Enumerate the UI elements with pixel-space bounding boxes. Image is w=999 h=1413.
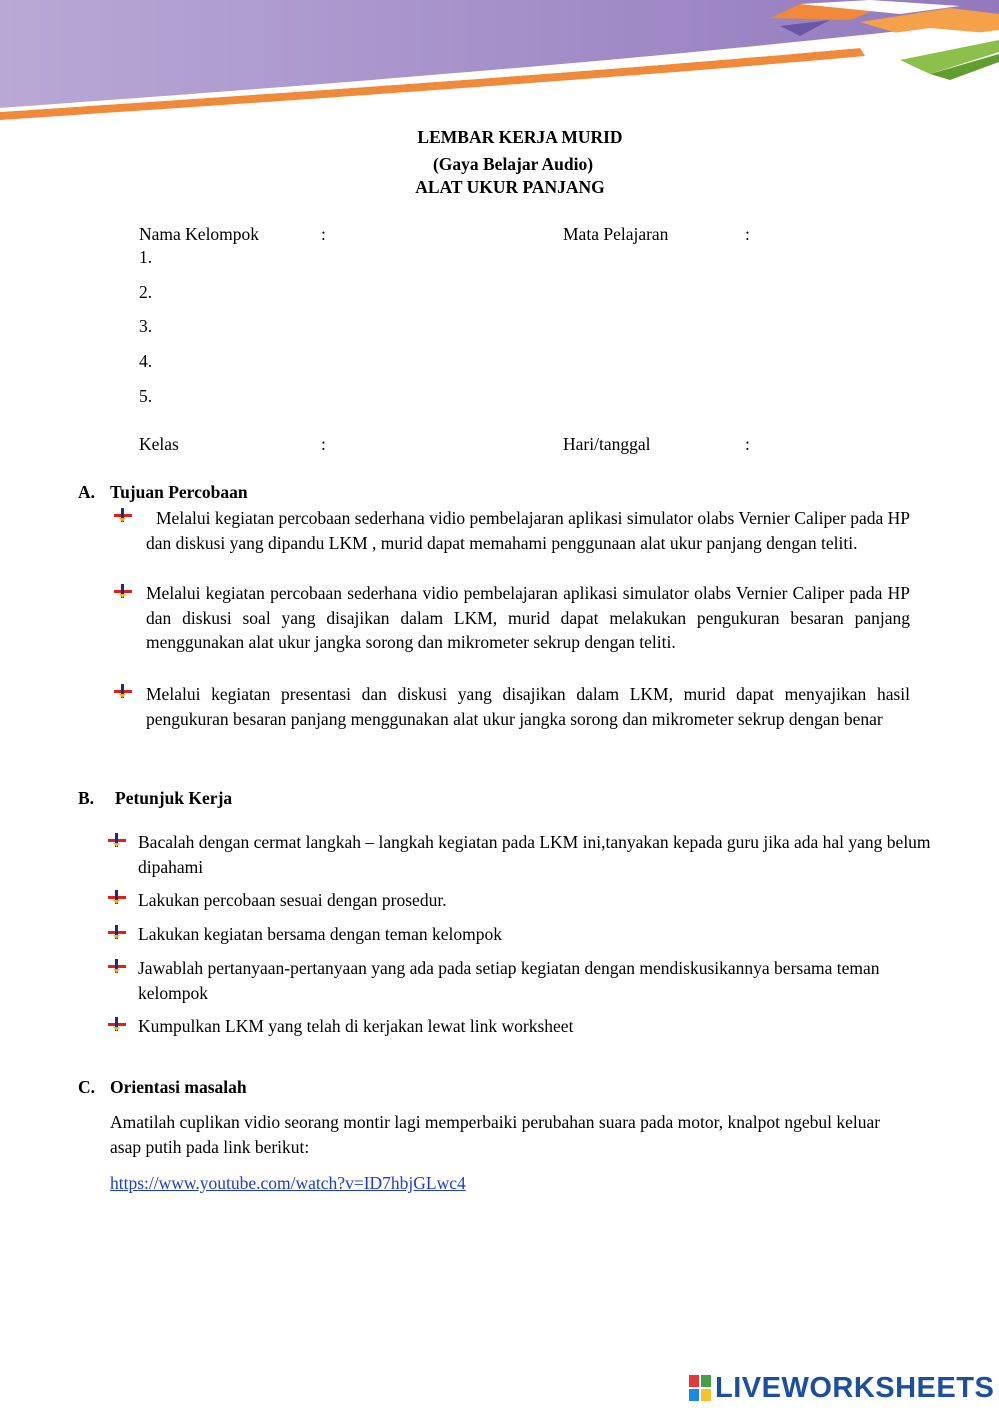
orientation-text: Amatilah cuplikan vidio seorang montir lagi memperbaiki perubahan suara pada motor, knalpot ngebul keluar asap putih pada link berikut: bbox=[110, 1112, 881, 1157]
section-a-letter: A. bbox=[78, 482, 96, 502]
arrow-bullet-icon bbox=[114, 584, 132, 598]
member-number: 2. bbox=[139, 282, 153, 302]
section-b-title: Petunjuk Kerja bbox=[115, 788, 233, 808]
liveworksheets-mark-icon bbox=[689, 1375, 711, 1401]
arrow-bullet-icon bbox=[108, 890, 126, 904]
header-banner bbox=[0, 0, 999, 130]
instruction-item: Lakukan kegiatan bersama dengan teman kelompok bbox=[138, 924, 502, 944]
subject-label: Mata Pelajaran bbox=[563, 224, 669, 244]
objective-item: Melalui kegiatan percobaan sederhana vidio pembelajaran aplikasi simulator olabs Vernier Caliper pada HP dan diskusi yang dipandu LKM , murid dapat memahami penggunaan alat ukur panjang dengan teliti. bbox=[146, 508, 910, 553]
class-colon: : bbox=[321, 434, 326, 454]
subject-colon: : bbox=[745, 224, 750, 244]
arrow-bullet-icon bbox=[114, 684, 132, 698]
group-name-label: Nama Kelompok bbox=[139, 224, 260, 244]
instruction-item: Jawablah pertanyaan-pertanyaan yang ada pada setiap kegiatan dengan mendiskusikannya bersama teman kelompok bbox=[138, 958, 880, 1003]
section-c-title: Orientasi masalah bbox=[110, 1077, 247, 1097]
group-name-colon: : bbox=[321, 224, 326, 244]
instruction-item: Bacalah dengan cermat langkah – langkah kegiatan pada LKM ini,tanyakan kepada guru jika ada hal yang belum dipahami bbox=[138, 832, 931, 877]
instruction-item: Kumpulkan LKM yang telah di kerjakan lewat link worksheet bbox=[138, 1016, 574, 1036]
brand-name: LIVEWORKSHEETS bbox=[715, 1371, 995, 1404]
arrow-bullet-icon bbox=[108, 833, 126, 847]
youtube-link[interactable]: https://www.youtube.com/watch?v=ID7hbjGLwc4 bbox=[110, 1173, 466, 1193]
objective-item: Melalui kegiatan percobaan sederhana vidio pembelajaran aplikasi simulator olabs Vernier Caliper pada HP dan diskusi soal yang disajikan dalam LKM, murid dapat melakukan pengukuran besaran panjang menggunakan alat ukur jangka sorong dan mikrometer sekrup dengan teliti. bbox=[146, 583, 910, 652]
objective-item: Melalui kegiatan presentasi dan diskusi yang disajikan dalam LKM, murid dapat menyajikan hasil pengukuran besaran panjang menggunakan alat ukur jangka sorong dan mikrometer sekrup dengan benar bbox=[146, 684, 910, 729]
liveworksheets-logo bbox=[689, 1372, 994, 1404]
section-a-title: Tujuan Percobaan bbox=[110, 482, 248, 502]
member-number: 4. bbox=[139, 351, 153, 371]
date-label: Hari/tanggal bbox=[563, 434, 651, 454]
section-c-letter: C. bbox=[78, 1077, 96, 1097]
section-b-letter: B. bbox=[78, 788, 95, 808]
member-number: 1. bbox=[139, 247, 153, 267]
arrow-bullet-icon bbox=[108, 959, 126, 973]
class-label: Kelas bbox=[139, 434, 179, 454]
member-number: 3. bbox=[139, 316, 153, 336]
arrow-bullet-icon bbox=[114, 508, 132, 522]
arrow-bullet-icon bbox=[108, 925, 126, 939]
member-number: 5. bbox=[139, 386, 153, 406]
date-colon: : bbox=[745, 434, 750, 454]
arrow-bullet-icon bbox=[108, 1017, 126, 1031]
worksheet-subtitle: (Gaya Belajar Audio) bbox=[432, 154, 594, 174]
worksheet-topic: ALAT UKUR PANJANG bbox=[415, 177, 605, 197]
instruction-item: Lakukan percobaan sesuai dengan prosedur. bbox=[138, 890, 447, 910]
worksheet-title: LEMBAR KERJA MURID bbox=[417, 127, 623, 147]
